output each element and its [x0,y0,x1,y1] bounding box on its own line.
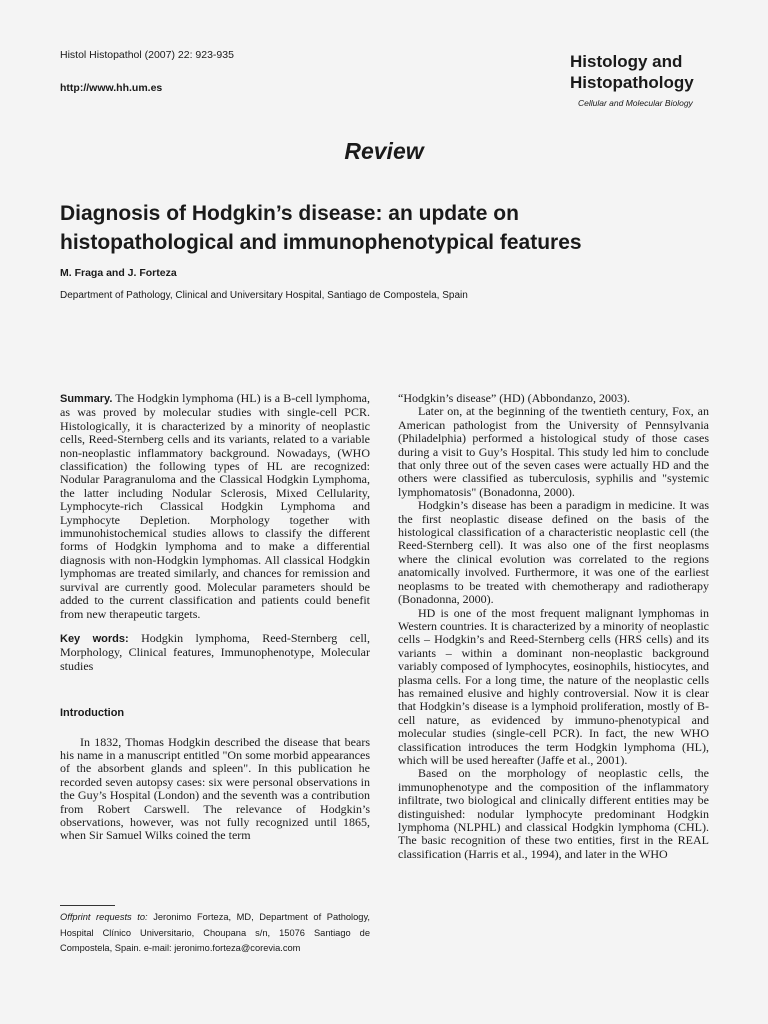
article-title [60,199,720,257]
offprint-footnote [60,910,370,957]
body-paragraph-5: Based on the morphology of neoplastic cells, the immunophenotype and the composition of the inflammatory infiltrate, two biological and clinically different entities may be distinguished: nodular lymphocyte predominant Hodgkin lymphoma (NLPHL) and classical Hodgkin lymphoma (CHL). The basic recognition of these two entities, first in the REAL classification (Harris et al., 1994), and later in the WHO [398,766,709,861]
body-paragraph-4: HD is one of the most frequent malignant lymphomas in Western countries. It is characterized by a minority of neoplastic cells – Hodgkin’s and Reed-Sternberg cells (HRS cells) and its variants – within a dominant non-neoplastic background variably composed of lymphocytes, eosinophils, histiocytes, and plasma cells. For a long time, the nature of the neoplastic cells has remained elusive and highly controversial. Now it is clear that Hodgkin’s disease is a lymphoid proliferation, mostly of B-cell nature, as evidenced by immuno-phenotypical and molecular studies (single-cell PCR). In fact, the new WHO classification introduces the term Hodgkin lymphoma (HL), which will be used hereafter (Jaffe et al., 2001). [398,605,709,767]
article-authors: M. Fraga and J. Forteza [60,267,177,279]
introduction-paragraph: In 1832, Thomas Hodgkin described the disease that bears his name in a manuscript entitled "On some morbid appearances of the absorbent glands and spleen". In this publication he recorded seven autopsy cases: six were personal observations in the Guy’s Hospital (London) and the seventh was a contribution from Robert Carswell. The relevance of Hodgkin’s observations, however, was not fully recognized until 1865, when Sir Samuel Wilks coined the term [60,734,370,843]
body-paragraph-3: Hodgkin’s disease has been a paradigm in medicine. It was the first neoplastic disease defined on the basis of the histological classification of a characteristic neoplastic cell (the Reed-Sternberg cell). It was also one of the first neoplasms where the clinical evolution was correlated to the regions anatomically involved. Furthermore, it was one of the earliest neoplasms to be treated with chemotherapy and radiotherapy (Bonadonna, 2000). [398,498,709,607]
offprint-label: Offprint requests to: [60,912,148,922]
keywords-label: Key words: [60,632,129,645]
summary-label: Summary. [60,393,113,405]
article-affiliation: Department of Pathology, Clinical and Universitary Hospital, Santiago de Compostela, Spain [60,290,468,301]
introduction-heading: Introduction [60,707,125,720]
article-title-line1: Diagnosis of Hodgkin’s disease: an update on [60,202,519,225]
journal-title-line1: Histology and [570,52,683,71]
body-paragraph-1: “Hodgkin’s disease” (HD) (Abbondanzo, 2003). [398,391,630,405]
keywords-paragraph [60,632,370,673]
footnote-divider [60,905,115,906]
summary-text: The Hodgkin lymphoma (HL) is a B-cell lymphoma, as was proved by molecular studies with single-cell PCR. Histologically, it is characterized by a minority of neoplastic cells, Reed-Sternberg cells and its variants, related to a variable non-neoplastic inflammatory background. Nowadays, (WHO classification) the following types of HL are recognized: Nodular Paragranuloma and the Classical Hodgkin Lymphoma, the latter including Nodular Sclerosis, Mixed Cellularity, Lymphocyte-rich Classical Hodgkin Lymphoma and Lymphocyte Depletion. Morphology together with immunohistochemical studies allows to classify the different forms of Hodgkin lymphoma and to make a differential diagnosis with non-Hodgkin lymphomas. All classical Hodgkin lymphomas are treated similarly, and chances for remission and survival are currently good. Molecular parameters should be added to the current classification and patients could benefit from new therapeutic targets. [60,391,370,621]
journal-citation: Histol Histopathol (2007) 22: 923-935 [60,49,234,61]
body-paragraph-2: Later on, at the beginning of the twentieth century, Fox, an American pathologist from the University of Pennsylvania (Philadelphia) performed a histological study of those cases during a visit to Guy’s Hospital. This study led him to conclude that only three out of the seven cases were actually HD and the others were classified as tuberculosis, syphilis and "systemic lymphomatosis" (Bonadonna, 2000). [398,404,709,499]
article-type: Review [344,138,424,164]
journal-title [570,51,694,93]
right-column [398,392,709,861]
journal-title-line2: Histopathology [570,73,694,92]
summary-paragraph [60,392,370,621]
offprint-text: Jeronimo Forteza, MD, Department of Pathology, Hospital Clínico Universitario, Choupana s/n, 15076 Santiago de Compostela, Spain. e-mail: jeronimo.forteza@corevia.com [60,912,370,953]
journal-subtitle: Cellular and Molecular Biology [578,98,693,108]
left-column [60,392,370,843]
keywords-text: Hodgkin lymphoma, Reed-Sternberg cell, Morphology, Clinical features, Immunophenotype, Molecular studies [60,630,370,673]
journal-url-link[interactable]: http://www.hh.um.es [60,82,163,94]
article-title-line2: histopathological and immunophenotypical features [60,231,582,254]
